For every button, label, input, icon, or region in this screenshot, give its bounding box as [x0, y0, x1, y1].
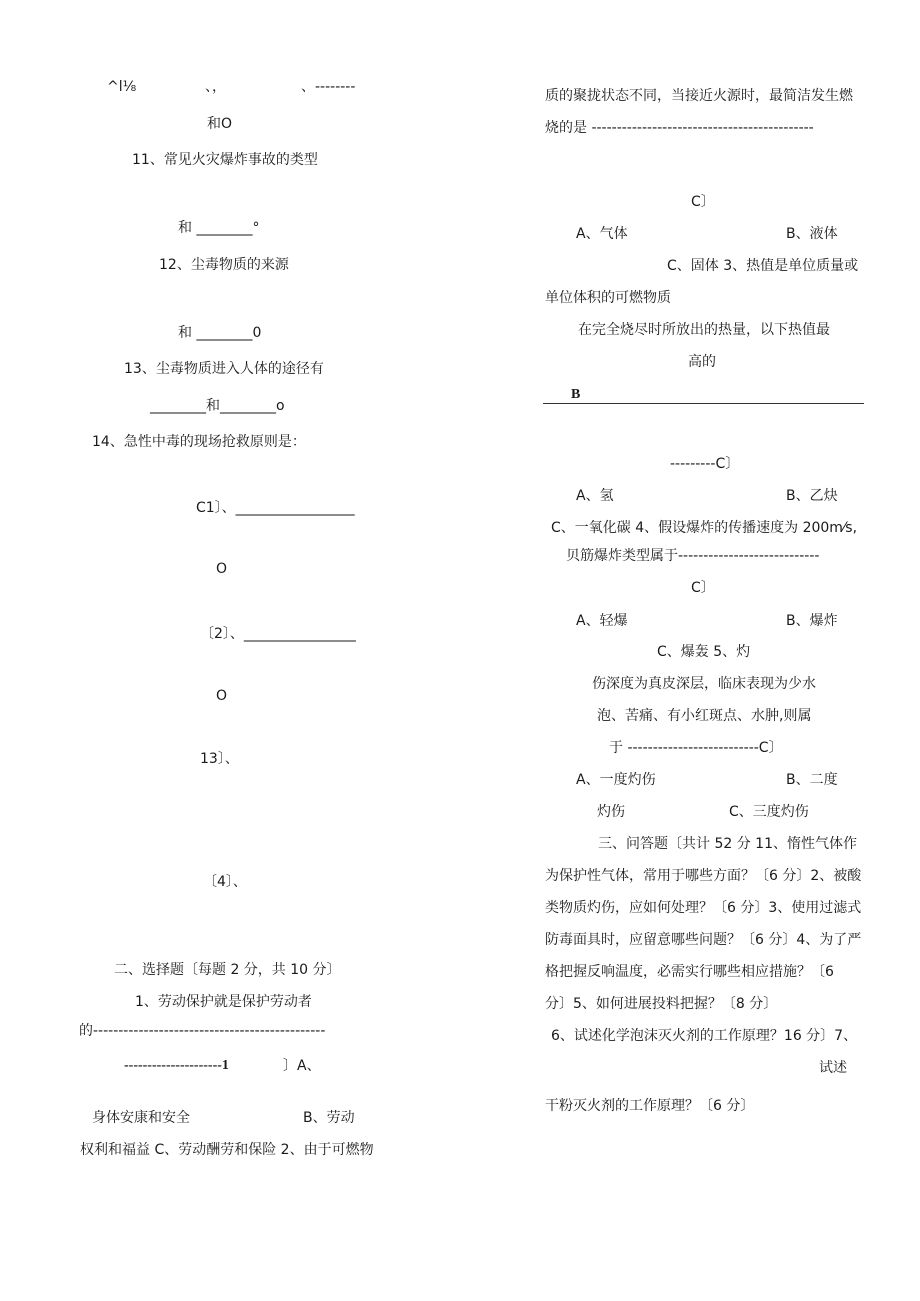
fill-blank-line: 和 ________° — [178, 220, 260, 236]
qa-text: 类物质灼伤，应如何处理？〔6 分〕3、使用过滤式 — [545, 900, 862, 916]
question-14: 14、急性中毒的现场抢救原则是： — [92, 434, 306, 450]
option-c: C、固体 3、热值是单位质量或 — [667, 258, 859, 274]
answer-blank: ---------------------1 — [124, 1058, 229, 1073]
choice-question-1: 1、劳动保护就是保护劳动者 — [135, 994, 312, 1010]
qa-text: 试述 — [819, 1060, 847, 1076]
question-text: 在完全烧尽时所放出的热量，以下热值最 — [578, 322, 830, 338]
fragment-text: ^l⅛ — [107, 79, 137, 95]
answer-mark: B — [571, 387, 581, 402]
option-a: A、气体 — [576, 226, 628, 242]
answer-bracket: ---------C〕 — [670, 456, 740, 472]
section-heading-qa: 三、问答题〔共计 52 分 11、惰性气体作 — [598, 836, 857, 852]
divider-line — [543, 403, 864, 404]
option-c: C、爆轰 5、灼 — [657, 644, 751, 660]
answer-blank: 烧的是 -------------------------------------------- — [545, 120, 814, 136]
option-c-text: 权利和福益 C、劳动酬劳和保险 2、由于可燃物 — [80, 1142, 374, 1158]
question-12: 12、尘毒物质的来源 — [159, 257, 289, 273]
qa-text: 干粉灭火剂的工作原理？〔6 分〕 — [545, 1098, 755, 1114]
qa-text: 为保护性气体，常用于哪些方面？〔6 分〕2、被酸 — [545, 868, 862, 884]
option-b-text: B、劳动 — [303, 1110, 355, 1126]
qa-text: 6、试述化学泡沫灭火剂的工作原理？16 分〕7、 — [551, 1028, 858, 1044]
section-heading-choice: 二、选择题〔每题 2 分，共 10 分〕 — [114, 962, 341, 978]
fill-blank-line: C1〕、_________________ — [196, 500, 355, 516]
answer-bracket: C〕 — [691, 580, 715, 596]
fill-blank-line: 13〕、 — [200, 751, 239, 767]
option-b: B、液体 — [786, 226, 838, 242]
option-b: B、乙炔 — [786, 488, 838, 504]
fill-blank-line: O — [216, 561, 228, 577]
qa-text: 分〕5、如何进展投料把握？〔8 分〕 — [545, 996, 778, 1012]
fill-blank-line: O — [216, 688, 228, 704]
question-11: 11、常见火灾爆炸事故的类型 — [132, 152, 318, 168]
answer-blank: 于 --------------------------C〕 — [609, 740, 783, 756]
qa-text: 防毒面具时，应留意哪些问题？〔6 分〕4、为了严 — [545, 932, 862, 948]
fill-blank-line: 〔4〕、 — [203, 874, 247, 890]
question-13: 13、尘毒物质进入人体的途径有 — [124, 361, 324, 377]
question-text: 质的聚拢状态不同，当接近火源时，最简洁发生燃 — [545, 88, 853, 104]
option-b: B、二度 — [786, 772, 838, 788]
question-text: 泡、苦痛、有小红斑点、水肿,则属 — [597, 708, 812, 724]
option-a: A、一度灼伤 — [576, 772, 656, 788]
option-c: C、一氧化碳 4、假设爆炸的传播速度为 200m⁄s, — [551, 520, 858, 536]
answer-blank: 的---------------------------------------------- — [79, 1023, 326, 1039]
option-a-label: 〕A、 — [283, 1058, 321, 1074]
option-b: B、爆炸 — [786, 613, 838, 629]
fill-blank-line: 和O — [207, 116, 233, 132]
option-a-text: 身体安康和安全 — [92, 1110, 190, 1126]
answer-bracket: C〕 — [691, 194, 715, 210]
question-text: 单位体积的可燃物质 — [545, 290, 671, 306]
fragment-text: 、-------- — [301, 79, 356, 95]
question-text: 高的 — [688, 354, 716, 370]
option-a: A、氢 — [576, 488, 614, 504]
option-c: C、三度灼伤 — [729, 804, 809, 820]
fill-blank-line: 〔2〕、________________ — [200, 626, 356, 642]
fill-blank-line: ________和________o — [150, 398, 285, 414]
fragment-text: 、， — [205, 79, 226, 95]
option-text: 灼伤 — [597, 804, 625, 820]
fill-blank-line: 和 ________0 — [178, 325, 262, 341]
qa-text: 格把握反响温度，必需实行哪些相应措施？〔6 — [545, 964, 834, 980]
option-a: A、轻爆 — [576, 613, 628, 629]
question-text: 贝筋爆炸类型属于---------------------------- — [566, 548, 820, 564]
question-text: 伤深度为真皮深层，临床表现为少水 — [592, 676, 816, 692]
